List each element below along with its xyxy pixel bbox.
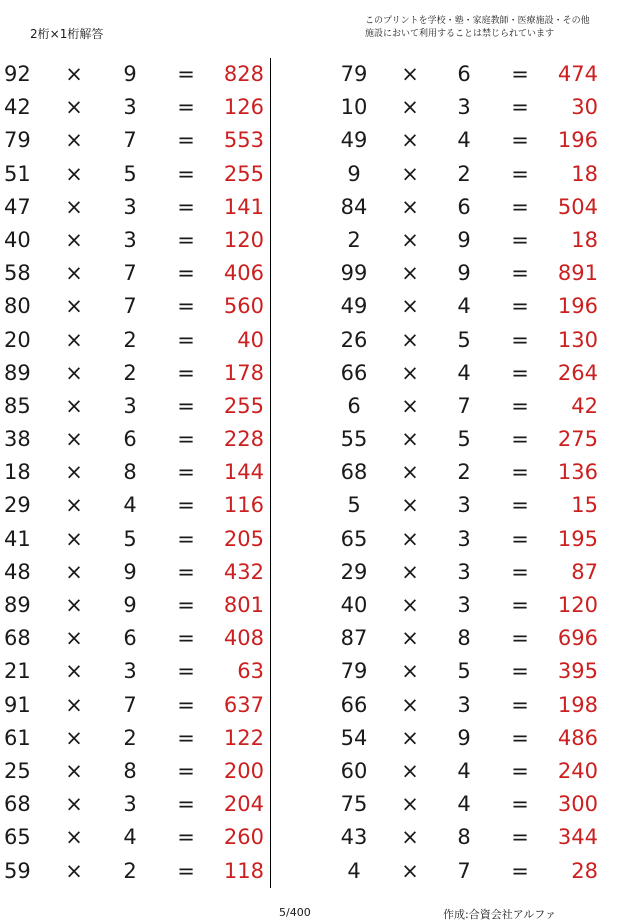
answer: 560 — [223, 294, 264, 319]
multiplicand: 48 — [4, 559, 31, 584]
multiplier: 6 — [123, 626, 137, 651]
equals-sign: = — [511, 227, 529, 252]
times-sign: × — [65, 559, 83, 584]
multiplier: 2 — [123, 327, 137, 352]
multiplicand: 68 — [340, 460, 368, 485]
multiplier: 2 — [457, 161, 471, 186]
multiplier: 5 — [457, 659, 471, 684]
equals-sign: = — [177, 194, 195, 219]
times-sign: × — [65, 493, 83, 518]
multiplicand: 18 — [4, 460, 31, 485]
equals-sign: = — [177, 559, 195, 584]
multiplicand: 65 — [340, 526, 368, 551]
multiplicand: 80 — [4, 294, 31, 319]
multiplier: 7 — [123, 261, 137, 286]
answer: 406 — [223, 261, 264, 286]
equals-sign: = — [177, 261, 195, 286]
multiplier: 4 — [457, 128, 471, 153]
times-sign: × — [401, 95, 419, 120]
multiplicand: 40 — [340, 593, 368, 617]
multiplicand: 20 — [4, 327, 31, 352]
times-sign: × — [65, 294, 83, 319]
equals-sign: = — [177, 62, 195, 86]
equals-sign: = — [177, 593, 195, 617]
equals-sign: = — [511, 493, 529, 518]
multiplier: 3 — [457, 95, 471, 120]
multiplier: 3 — [457, 493, 471, 518]
usage-notice — [365, 15, 625, 41]
equals-sign: = — [511, 460, 529, 485]
times-sign: × — [65, 792, 83, 817]
multiplier: 3 — [457, 559, 471, 584]
answer: 264 — [557, 360, 598, 385]
multiplier: 3 — [123, 393, 137, 418]
multiplicand: 49 — [340, 294, 368, 319]
answer: 18 — [571, 161, 598, 186]
multiplier: 9 — [457, 725, 471, 750]
multiplicand: 91 — [4, 692, 31, 717]
page-number: 5/400 — [279, 906, 311, 919]
multiplier: 9 — [123, 62, 137, 86]
equals-sign: = — [177, 161, 195, 186]
times-sign: × — [401, 825, 419, 850]
equals-sign: = — [177, 659, 195, 684]
answer: 300 — [557, 792, 598, 817]
times-sign: × — [65, 626, 83, 651]
equals-sign: = — [511, 128, 529, 153]
times-sign: × — [401, 692, 419, 717]
equals-sign: = — [177, 427, 195, 452]
multiplicand: 84 — [340, 194, 368, 219]
multiplicand: 79 — [340, 659, 368, 684]
times-sign: × — [401, 360, 419, 385]
multiplier: 7 — [123, 128, 137, 153]
worksheet-title: 2桁×1桁解答 — [30, 27, 104, 41]
multiplier: 2 — [457, 460, 471, 485]
multiplier: 8 — [457, 626, 471, 651]
multiplicand: 61 — [4, 725, 31, 750]
answer: 637 — [223, 692, 264, 717]
equals-sign: = — [511, 858, 529, 883]
answer: 344 — [557, 825, 598, 850]
answer: 205 — [223, 526, 264, 551]
times-sign: × — [401, 659, 419, 684]
answer: 198 — [557, 692, 598, 717]
times-sign: × — [65, 194, 83, 219]
notice-line-2: 施設において利用することは禁じられています — [365, 29, 555, 39]
equals-sign: = — [177, 758, 195, 783]
answer: 240 — [557, 758, 598, 783]
answer: 28 — [571, 858, 598, 883]
author-credit: 作成:合資会社アルファ — [443, 908, 557, 921]
times-sign: × — [65, 227, 83, 252]
notice-line-1: このプリントを学校・塾・家庭教師・医療施設・その他 — [365, 16, 590, 26]
answer: 126 — [223, 95, 264, 120]
times-sign: × — [65, 327, 83, 352]
times-sign: × — [65, 659, 83, 684]
equals-sign: = — [177, 360, 195, 385]
multiplier: 3 — [123, 227, 137, 252]
column-divider — [270, 58, 271, 888]
times-sign: × — [401, 758, 419, 783]
multiplicand: 49 — [340, 128, 368, 153]
times-sign: × — [401, 725, 419, 750]
multiplier: 3 — [123, 792, 137, 817]
answer: 15 — [571, 493, 598, 518]
multiplicand: 92 — [4, 62, 31, 86]
times-sign: × — [401, 393, 419, 418]
multiplicand: 6 — [347, 393, 361, 418]
multiplier: 7 — [457, 858, 471, 883]
times-sign: × — [65, 692, 83, 717]
equals-sign: = — [511, 360, 529, 385]
multiplicand: 43 — [340, 825, 368, 850]
multiplier: 7 — [123, 692, 137, 717]
multiplicand: 47 — [4, 194, 31, 219]
equals-sign: = — [177, 95, 195, 120]
multiplicand: 9 — [347, 161, 361, 186]
multiplier: 5 — [457, 327, 471, 352]
multiplier: 8 — [123, 758, 137, 783]
answer: 553 — [223, 128, 264, 153]
times-sign: × — [65, 360, 83, 385]
multiplicand: 25 — [4, 758, 31, 783]
equals-sign: = — [177, 460, 195, 485]
equals-sign: = — [511, 62, 529, 86]
answer: 801 — [223, 593, 264, 617]
answer: 504 — [557, 194, 598, 219]
times-sign: × — [65, 128, 83, 153]
equals-sign: = — [511, 559, 529, 584]
multiplicand: 79 — [4, 128, 31, 153]
multiplicand: 99 — [340, 261, 368, 286]
equals-sign: = — [177, 725, 195, 750]
multiplicand: 40 — [4, 227, 31, 252]
answer: 120 — [557, 593, 598, 617]
multiplicand: 85 — [4, 393, 31, 418]
multiplicand: 89 — [4, 593, 31, 617]
answer: 30 — [571, 95, 598, 120]
equals-sign: = — [511, 725, 529, 750]
multiplicand: 60 — [340, 758, 368, 783]
equals-sign: = — [511, 758, 529, 783]
multiplier: 4 — [123, 493, 137, 518]
multiplicand: 41 — [4, 526, 31, 551]
times-sign: × — [401, 526, 419, 551]
answer: 395 — [557, 659, 598, 684]
answer: 196 — [557, 128, 598, 153]
answer: 228 — [223, 427, 264, 452]
equals-sign: = — [511, 692, 529, 717]
multiplier: 9 — [457, 261, 471, 286]
times-sign: × — [65, 460, 83, 485]
multiplier: 6 — [457, 62, 471, 86]
times-sign: × — [401, 261, 419, 286]
multiplicand: 29 — [340, 559, 368, 584]
equals-sign: = — [511, 95, 529, 120]
multiplier: 5 — [123, 161, 137, 186]
times-sign: × — [65, 261, 83, 286]
answer: 122 — [223, 725, 264, 750]
equals-sign: = — [177, 493, 195, 518]
multiplicand: 79 — [340, 62, 368, 86]
answer: 891 — [557, 261, 598, 286]
multiplier: 3 — [457, 692, 471, 717]
multiplier: 9 — [123, 593, 137, 617]
equals-sign: = — [511, 194, 529, 219]
equals-sign: = — [511, 161, 529, 186]
answer: 486 — [557, 725, 598, 750]
times-sign: × — [401, 128, 419, 153]
times-sign: × — [401, 559, 419, 584]
multiplier: 5 — [123, 526, 137, 551]
multiplicand: 65 — [4, 825, 31, 850]
answer: 255 — [223, 161, 264, 186]
equals-sign: = — [177, 526, 195, 551]
multiplier: 5 — [457, 427, 471, 452]
multiplier: 3 — [123, 659, 137, 684]
multiplier: 7 — [457, 393, 471, 418]
equals-sign: = — [177, 294, 195, 319]
answer: 828 — [223, 62, 264, 86]
times-sign: × — [65, 758, 83, 783]
multiplicand: 38 — [4, 427, 31, 452]
equals-sign: = — [177, 692, 195, 717]
answer: 136 — [557, 460, 598, 485]
multiplicand: 89 — [4, 360, 31, 385]
multiplicand: 10 — [340, 95, 368, 120]
equals-sign: = — [511, 294, 529, 319]
times-sign: × — [401, 792, 419, 817]
answer: 178 — [223, 360, 264, 385]
times-sign: × — [65, 725, 83, 750]
answer: 118 — [223, 858, 264, 883]
multiplier: 3 — [457, 593, 471, 617]
equals-sign: = — [177, 626, 195, 651]
multiplicand: 59 — [4, 858, 31, 883]
equals-sign: = — [177, 825, 195, 850]
multiplicand: 21 — [4, 659, 31, 684]
answer: 255 — [223, 393, 264, 418]
times-sign: × — [65, 427, 83, 452]
multiplicand: 26 — [340, 327, 368, 352]
answer: 141 — [223, 194, 264, 219]
times-sign: × — [65, 62, 83, 86]
answer: 204 — [223, 792, 264, 817]
times-sign: × — [401, 593, 419, 617]
answer: 200 — [223, 758, 264, 783]
answer: 42 — [571, 393, 598, 418]
times-sign: × — [65, 858, 83, 883]
multiplier: 9 — [123, 559, 137, 584]
equals-sign: = — [177, 227, 195, 252]
multiplicand: 2 — [347, 227, 361, 252]
times-sign: × — [401, 227, 419, 252]
equals-sign: = — [511, 792, 529, 817]
multiplier: 6 — [457, 194, 471, 219]
multiplier: 3 — [123, 95, 137, 120]
multiplicand: 87 — [340, 626, 368, 651]
times-sign: × — [401, 62, 419, 86]
multiplicand: 51 — [4, 161, 31, 186]
times-sign: × — [401, 294, 419, 319]
answer: 696 — [557, 626, 598, 651]
multiplicand: 29 — [4, 493, 31, 518]
answer: 408 — [223, 626, 264, 651]
multiplier: 4 — [457, 360, 471, 385]
answer: 87 — [571, 559, 598, 584]
multiplicand: 68 — [4, 626, 31, 651]
answer: 474 — [557, 62, 598, 86]
answer: 275 — [557, 427, 598, 452]
multiplier: 7 — [123, 294, 137, 319]
answer: 432 — [223, 559, 264, 584]
times-sign: × — [65, 161, 83, 186]
answer: 196 — [557, 294, 598, 319]
answer: 120 — [223, 227, 264, 252]
answer: 195 — [557, 526, 598, 551]
times-sign: × — [65, 825, 83, 850]
multiplicand: 4 — [347, 858, 361, 883]
times-sign: × — [401, 858, 419, 883]
equals-sign: = — [511, 393, 529, 418]
answer: 40 — [237, 327, 264, 352]
multiplicand: 75 — [340, 792, 368, 817]
equals-sign: = — [511, 825, 529, 850]
equals-sign: = — [177, 858, 195, 883]
equals-sign: = — [511, 327, 529, 352]
equals-sign: = — [511, 626, 529, 651]
answer: 144 — [223, 460, 264, 485]
times-sign: × — [401, 460, 419, 485]
equals-sign: = — [177, 393, 195, 418]
answer: 116 — [223, 493, 264, 518]
answer: 130 — [557, 327, 598, 352]
equals-sign: = — [511, 427, 529, 452]
times-sign: × — [401, 493, 419, 518]
multiplier: 2 — [123, 725, 137, 750]
multiplier: 4 — [457, 792, 471, 817]
multiplier: 4 — [123, 825, 137, 850]
multiplier: 3 — [123, 194, 137, 219]
multiplicand: 42 — [4, 95, 31, 120]
equals-sign: = — [177, 327, 195, 352]
equals-sign: = — [511, 659, 529, 684]
times-sign: × — [401, 194, 419, 219]
multiplier: 8 — [457, 825, 471, 850]
multiplier: 3 — [457, 526, 471, 551]
equals-sign: = — [511, 526, 529, 551]
times-sign: × — [65, 393, 83, 418]
multiplier: 6 — [123, 427, 137, 452]
multiplier: 2 — [123, 360, 137, 385]
times-sign: × — [401, 327, 419, 352]
answer: 63 — [237, 659, 264, 684]
times-sign: × — [401, 161, 419, 186]
multiplicand: 54 — [340, 725, 368, 750]
multiplier: 4 — [457, 758, 471, 783]
times-sign: × — [401, 626, 419, 651]
multiplier: 2 — [123, 858, 137, 883]
times-sign: × — [401, 427, 419, 452]
multiplier: 9 — [457, 227, 471, 252]
multiplicand: 66 — [340, 360, 368, 385]
multiplicand: 58 — [4, 261, 31, 286]
times-sign: × — [65, 526, 83, 551]
answer: 18 — [571, 227, 598, 252]
equals-sign: = — [511, 593, 529, 617]
answer: 260 — [223, 825, 264, 850]
multiplier: 4 — [457, 294, 471, 319]
multiplier: 8 — [123, 460, 137, 485]
multiplicand: 5 — [347, 493, 361, 518]
equals-sign: = — [511, 261, 529, 286]
equals-sign: = — [177, 792, 195, 817]
times-sign: × — [65, 95, 83, 120]
multiplicand: 68 — [4, 792, 31, 817]
multiplicand: 55 — [340, 427, 368, 452]
equals-sign: = — [177, 128, 195, 153]
multiplicand: 66 — [340, 692, 368, 717]
times-sign: × — [65, 593, 83, 617]
